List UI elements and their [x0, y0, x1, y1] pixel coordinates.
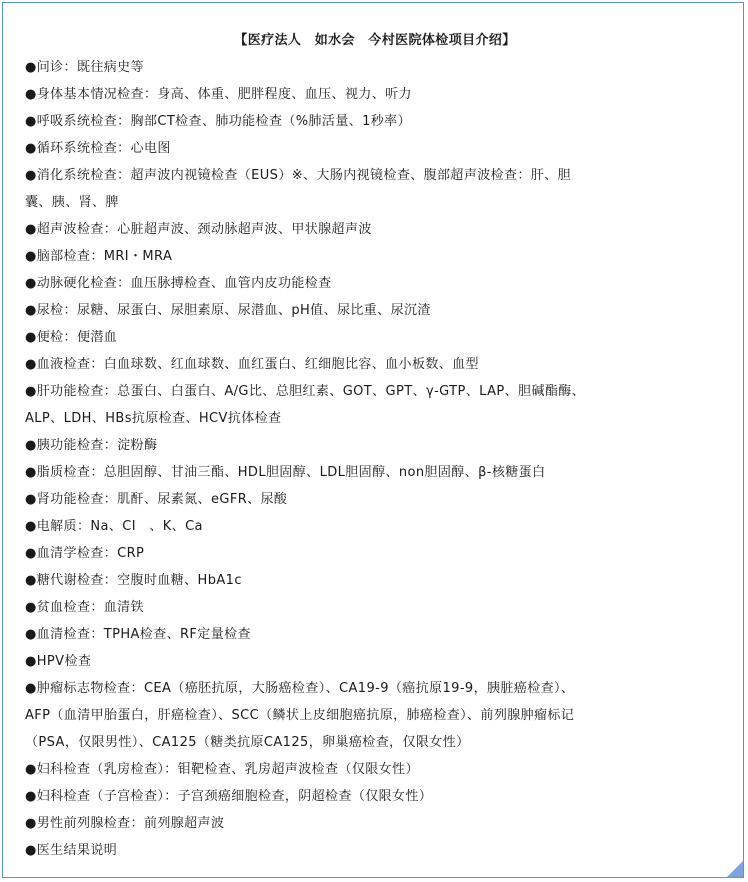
list-item-continuation: （PSA，仅限男性）、CA125（糖类抗原CA125，卵巢癌检查，仅限女性） — [25, 735, 470, 750]
list-item: ●肝功能检查：总蛋白、白蛋白、A/G比、总胆红素、GOT、GPT、γ-GTP、LAP、胆碱酯酶、 — [25, 384, 586, 399]
list-item: ●胰功能检查：淀粉酶 — [25, 438, 158, 453]
list-item: ●动脉硬化检查：血压脉搏检查、血管内皮功能检查 — [25, 276, 332, 291]
list-item: ●HPV检查 — [25, 654, 92, 669]
item-list — [25, 54, 725, 864]
list-item: ●便检：便潜血 — [25, 330, 118, 345]
list-item: ●妇科检查（子宫检查）：子宫颈癌细胞检查，阴超检查（仅限女性） — [25, 789, 433, 804]
list-item: ●肾功能检查：肌酐、尿素氮、eGFR、尿酸 — [25, 492, 288, 507]
list-item: ●脑部检查：MRI・MRA — [25, 249, 173, 264]
list-item: ●消化系统检查：超声波内视镜检查（EUS）※、大肠内视镜检查、腹部超声波检查：肝、胆 — [25, 168, 572, 183]
list-item: ●循环系统检查：心电图 — [25, 141, 171, 156]
document-title: 【医疗法人 如水会 今村医院体检项目介绍】 — [234, 33, 516, 48]
list-item: ●尿检：尿糖、尿蛋白、尿胆素原、尿潜血、pH值、尿比重、尿沉渣 — [25, 303, 431, 318]
document-frame — [2, 2, 744, 878]
list-item-continuation: 囊、胰、肾、脾 — [25, 195, 119, 210]
list-item: ●身体基本情况检查：身高、体重、肥胖程度、血压、视力、听力 — [25, 87, 412, 102]
list-item: ●问诊：既往病史等 — [25, 60, 144, 75]
list-item: ●血清检查：TPHA检查、RF定量检查 — [25, 627, 251, 642]
document-body — [25, 27, 725, 864]
list-item: ●男性前列腺检查：前列腺超声波 — [25, 816, 225, 831]
list-item: ●血液检查：白血球数、红血球数、血红蛋白、红细胞比容、血小板数、血型 — [25, 357, 479, 372]
list-item: ●脂质检查：总胆固醇、甘油三酯、HDL胆固醇、LDL胆固醇、non胆固醇、β-核糖蛋白 — [25, 465, 546, 480]
list-item: ●医生结果说明 — [25, 843, 118, 858]
folded-corner — [727, 861, 743, 877]
list-item-continuation: ALP、LDH、HBs抗原检查、HCV抗体检查 — [25, 411, 282, 426]
list-item-continuation: AFP（血清甲胎蛋白，肝癌检查）、SCC（鳞状上皮细胞癌抗原，肺癌检查）、前列腺肿瘤标记 — [25, 708, 575, 723]
list-item: ●妇科检查（乳房检查）：钼靶检查、乳房超声波检查（仅限女性） — [25, 762, 419, 777]
list-item: ●肿瘤标志物检查：CEA（癌胚抗原，大肠癌检查）、CA19-9（癌抗原19-9，胰脏癌检查）、 — [25, 681, 575, 696]
list-item: ●呼吸系统检查：胸部CT检查、肺功能检查（%肺活量、1秒率） — [25, 114, 411, 129]
list-item: ●超声波检查：心脏超声波、颈动脉超声波、甲状腺超声波 — [25, 222, 372, 237]
list-item: ●血清学检查：CRP — [25, 546, 145, 561]
list-item: ●电解质：Na、CI 、K、Ca — [25, 519, 203, 534]
list-item: ●糖代谢检查：空腹时血糖、HbA1c — [25, 573, 242, 588]
list-item: ●贫血检查：血清铁 — [25, 600, 144, 615]
